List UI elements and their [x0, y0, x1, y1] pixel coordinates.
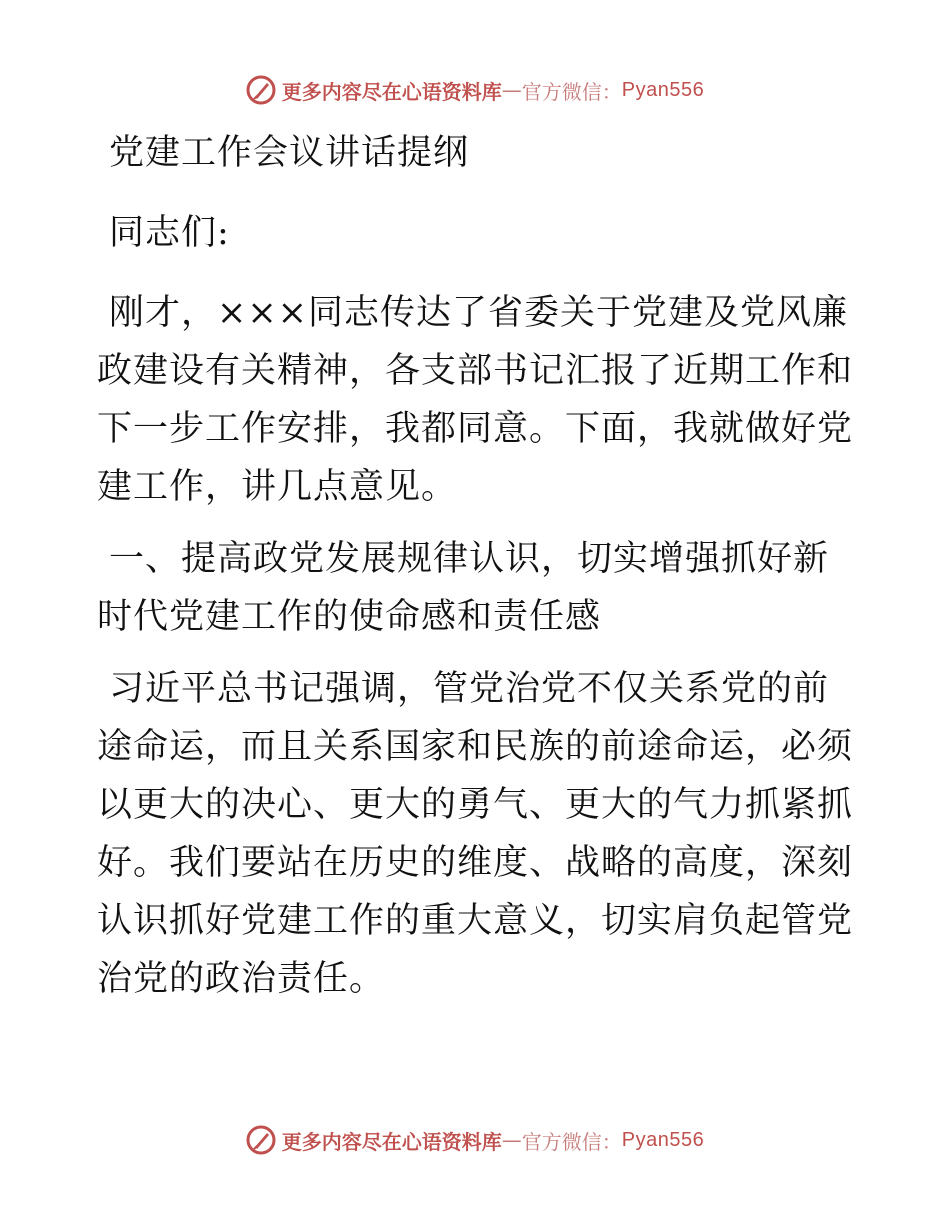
watermark-dash: —: [501, 78, 522, 102]
watermark-wechat-label: 官方微信：: [521, 1129, 622, 1154]
header-watermark: [0, 70, 950, 110]
paragraph-2: 习近平总书记强调，管党治党不仅关系党的前途命运，而且关系国家和民族的前途命运，必须以更大的决心、更大的勇气、更大的气力抓紧抓好。我们要站在历史的维度、战略的高度，深刻认识抓好党建工作的重大意义，切实肩负起管党治党的政治责任。: [97, 669, 854, 999]
watermark-wechat-id: Pyan556: [621, 78, 705, 101]
paragraph-1: 刚才，×××同志传达了省委关于党建及党风廉政建设有关精神，各支部书记汇报了近期工作和下一步工作安排，我都同意。下面，我就做好党建工作，讲几点意见。: [97, 293, 854, 507]
salutation: 同志们:: [109, 213, 230, 253]
watermark-dash: —: [501, 1128, 522, 1152]
quill-logo-icon: [246, 1125, 276, 1155]
document-body: [97, 124, 857, 1008]
quill-logo-icon: [246, 75, 276, 105]
watermark-site-text: 更多内容尽在心语资料库: [281, 1129, 502, 1154]
watermark-wechat-label: 官方微信：: [521, 79, 622, 104]
watermark-wechat-id: Pyan556: [621, 1128, 705, 1151]
footer-watermark: [0, 1120, 950, 1160]
section-heading-1: 一、提高政党发展规律认识，切实增强抓好新时代党建工作的使命感和责任感: [97, 539, 830, 637]
document-title: 党建工作会议讲话提纲: [109, 133, 470, 173]
watermark-site-text: 更多内容尽在心语资料库: [281, 79, 502, 104]
